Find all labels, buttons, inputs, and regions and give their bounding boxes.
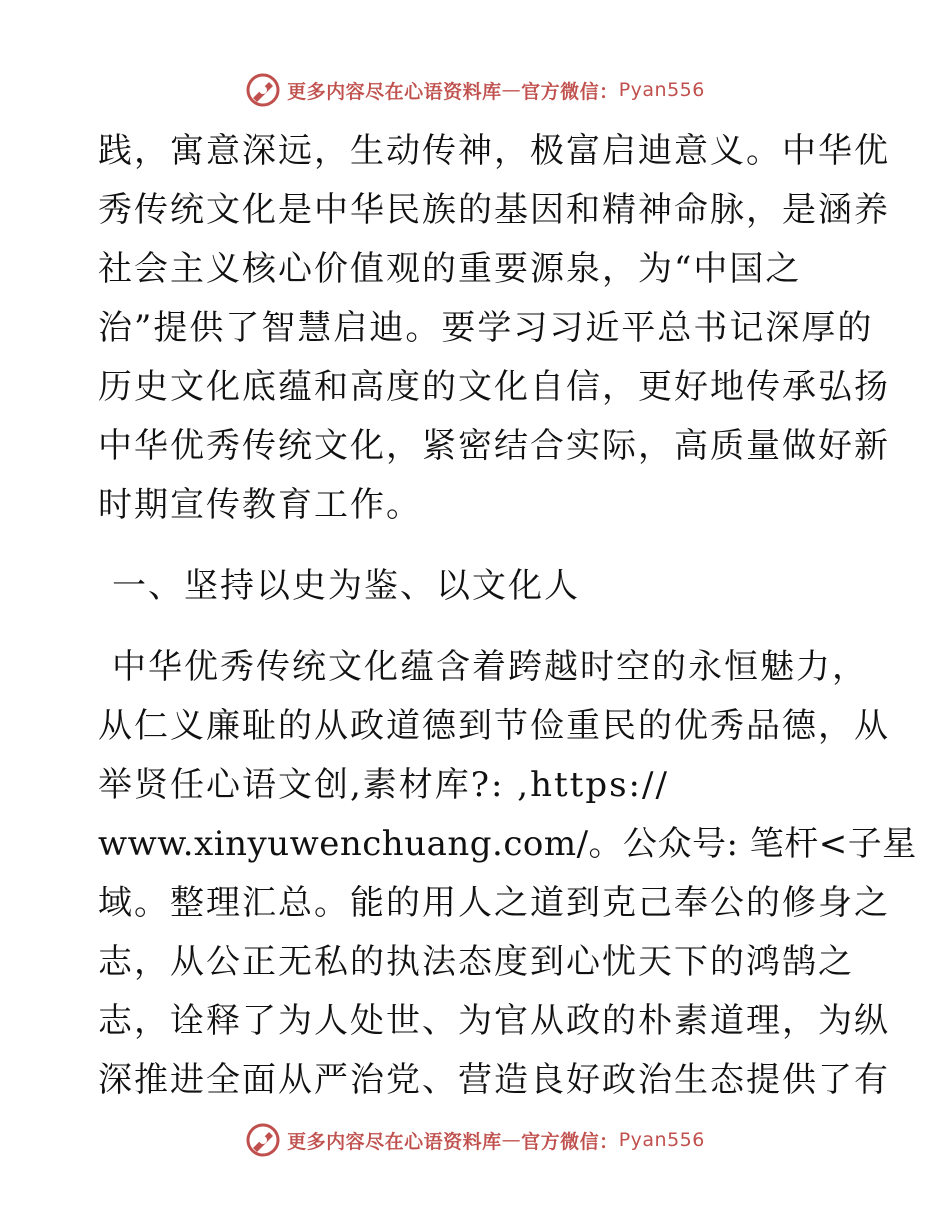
banner-label: 官方微信： bbox=[521, 1130, 619, 1153]
text-line: 历史文化底蕴和高度的文化自信，更好地传承弘扬 bbox=[98, 367, 890, 407]
text-line: 志，从公正无私的执法态度到心忧天下的鸿鹄之 bbox=[98, 942, 854, 982]
text-line: www.xinyuwenchuang.com/。公众号: 笔杆<子星 bbox=[98, 824, 917, 864]
text-line: 时期宣传教育工作。 bbox=[98, 485, 422, 525]
header-banner bbox=[0, 70, 950, 110]
pen-circle-logo-icon bbox=[245, 72, 281, 108]
text-line: 中华优秀传统文化蕴含着跨越时空的永恒魅力， bbox=[112, 647, 868, 687]
banner-account: Pyan556 bbox=[618, 79, 705, 101]
banner-account: Pyan556 bbox=[618, 1129, 705, 1151]
banner-separator: — bbox=[501, 79, 522, 101]
section-heading: 一、坚持以史为鉴、以文化人 bbox=[112, 566, 580, 606]
footer-banner bbox=[0, 1120, 950, 1160]
text-line: 从仁义廉耻的从政道德到节俭重民的优秀品德，从 bbox=[98, 706, 890, 746]
banner-text: 更多内容尽在心语资料库 bbox=[287, 1130, 502, 1153]
text-line: 举贤任心语文创,素材库?: ,https:// bbox=[98, 765, 669, 805]
document-body bbox=[98, 122, 917, 1110]
paragraph-1 bbox=[98, 122, 890, 535]
pen-circle-logo-icon bbox=[245, 1122, 281, 1158]
text-line: 治”提供了智慧启迪。要学习习近平总书记深厚的 bbox=[98, 308, 874, 348]
banner-text: 更多内容尽在心语资料库 bbox=[287, 80, 502, 103]
text-line: 社会主义核心价值观的重要源泉，为“中国之 bbox=[98, 249, 802, 289]
text-line: 秀传统文化是中华民族的基因和精神命脉，是涵养 bbox=[98, 190, 890, 230]
text-line: 志，诠释了为人处世、为官从政的朴素道理，为纵 bbox=[98, 1001, 890, 1041]
banner-label: 官方微信： bbox=[521, 80, 619, 103]
paragraph-2 bbox=[98, 638, 917, 1110]
text-line: 践，寓意深远，生动传神，极富启迪意义。中华优 bbox=[98, 131, 890, 171]
text-line: 深推进全面从严治党、营造良好政治生态提供了有 bbox=[98, 1060, 890, 1100]
text-line: 中华优秀传统文化，紧密结合实际，高质量做好新 bbox=[98, 426, 890, 466]
text-line: 域。整理汇总。能的用人之道到克己奉公的修身之 bbox=[98, 883, 890, 923]
banner-separator: — bbox=[501, 1129, 522, 1151]
